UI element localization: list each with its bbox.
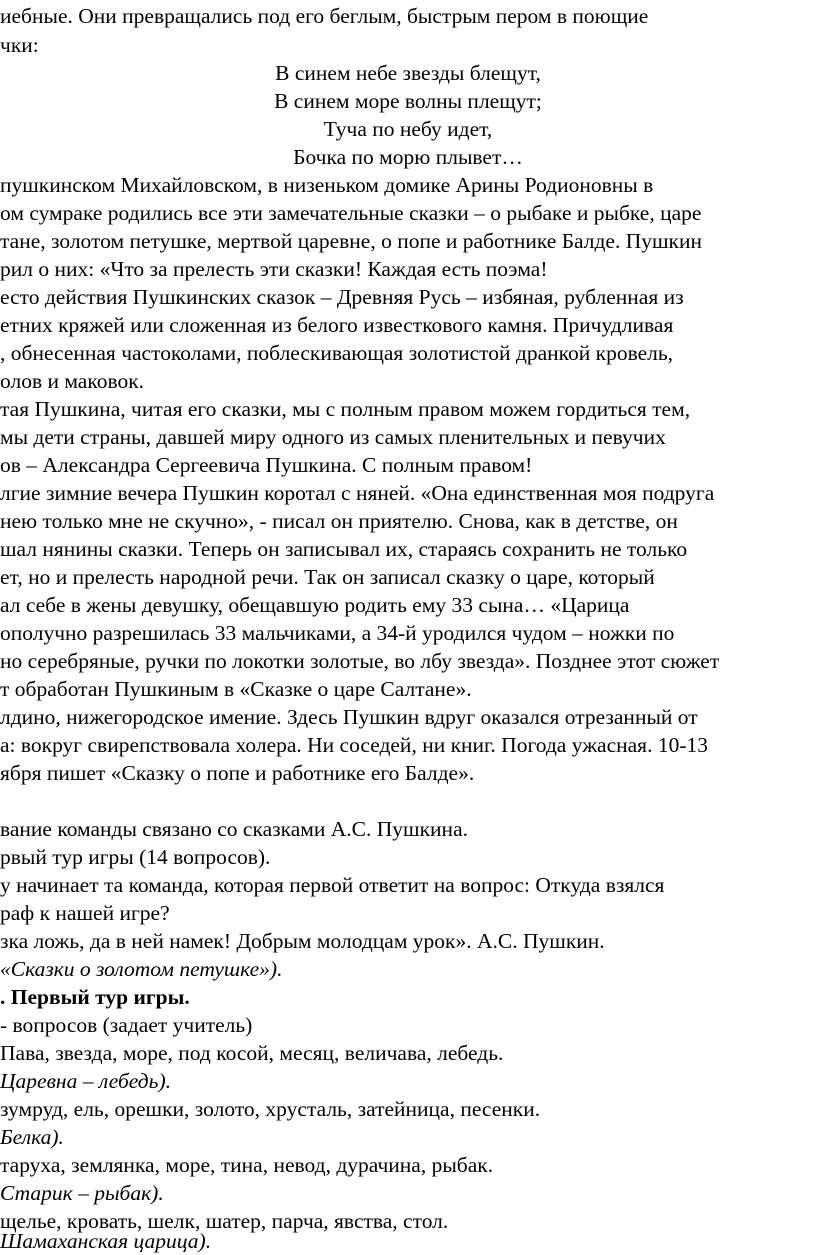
text-line-36: - вопросов (задает учитель)	[0, 1013, 253, 1037]
text-line-18: лгие зимние вечера Пушкин коротал с няней. «Она единственная моя подруга	[0, 481, 715, 505]
text-line-30: рвый тур игры (14 вопросов).	[0, 845, 271, 869]
text-line-28: ября пишет «Сказку о попе и работнике его Балде».	[0, 761, 475, 785]
question-1: Пава, звезда, море, под косой, месяц, величава, лебедь.	[0, 1041, 504, 1065]
text-line-31: у начинает та команда, которая первой ответит на вопрос: Откуда взялся	[0, 873, 665, 897]
answer-3: Старик – рыбак).	[0, 1181, 164, 1205]
text-line-17: ов – Александра Сергеевича Пушкина. С полным правом!	[0, 453, 533, 477]
text-line-33: зка ложь, да в ней намек! Добрым молодцам урок». А.С. Пушкин.	[0, 929, 605, 953]
text-line-11: есто действия Пушкинских сказок – Древняя Русь – избяная, рубленная из	[0, 285, 684, 309]
text-line-21: ет, но и прелесть народной речи. Так он записал сказку о царе, который	[0, 565, 655, 589]
text-line-29: вание команды связано со сказками А.С. Пушкина.	[0, 817, 468, 841]
text-line-32: раф к нашей игре?	[0, 901, 170, 925]
poem-line-1: В синем небе звезды блещут,	[275, 61, 541, 85]
text-line-2: чки:	[0, 33, 39, 57]
text-line-27: а: вокруг свирепствовала холера. Ни соседей, ни книг. Погода ужасная. 10-13	[0, 733, 708, 757]
section-heading: . Первый тур игры.	[0, 985, 190, 1009]
text-line-19: нею только мне не скучно», - писал он приятелю. Снова, как в детстве, он	[0, 509, 678, 533]
question-4: щелье, кровать, шелк, шатер, парча, явства, стол.	[0, 1209, 449, 1233]
text-line-8: ом сумраке родились все эти замечательные сказки – о рыбаке и рыбке, царе	[0, 201, 702, 225]
text-line-23: ополучно разрешилась 33 мальчиками, а 34-й уродился чудом – ножки по	[0, 621, 675, 645]
answer-1: Царевна – лебедь).	[0, 1069, 172, 1093]
text-line-34: «Сказки о золотом петушке»).	[0, 957, 283, 981]
poem-line-2: В синем море волны плещут;	[274, 89, 542, 113]
text-line-22: ал себе в жены девушку, обещавшую родить ему 33 сына… «Царица	[0, 593, 630, 617]
text-line-25: т обработан Пушкиным в «Сказке о царе Салтане».	[0, 677, 472, 701]
text-line-10: рил о них: «Что за прелесть эти сказки! Каждая есть поэма!	[0, 257, 548, 281]
question-3: таруха, землянка, море, тина, невод, дурачина, рыбак.	[0, 1153, 494, 1177]
text-line-13: , обнесенная частоколами, поблескивающая золотистой дранкой кровель,	[0, 341, 674, 365]
text-line-24: но серебряные, ручки по локотки золотые, во лбу звезда». Позднее этот сюжет	[0, 649, 720, 673]
text-line-20: шал нянины сказки. Теперь он записывал их, стараясь сохранить не только	[0, 537, 688, 561]
poem-line-3: Туча по небу идет,	[323, 117, 493, 141]
text-line-16: мы дети страны, давшей миру одного из самых пленительных и певучих	[0, 425, 666, 449]
answer-4: Шамаханская царица).	[0, 1229, 212, 1253]
answer-2: Белка).	[0, 1125, 64, 1149]
text-line-7: пушкинском Михайловском, в низеньком домике Арины Родионовны в	[0, 173, 654, 197]
text-line-12: етних кряжей или сложенная из белого известкового камня. Причудливая	[0, 313, 674, 337]
text-line-9: тане, золотом петушке, мертвой царевне, о попе и работнике Балде. Пушкин	[0, 229, 703, 253]
text-line-15: тая Пушкина, читая его сказки, мы с полным правом можем гордиться тем,	[0, 397, 691, 421]
text-line-14: олов и маковок.	[0, 369, 145, 393]
poem-line-4: Бочка по морю плывет…	[293, 145, 523, 169]
text-line-1: иебные. Они превращались под его беглым, быстрым пером в поющие	[0, 4, 649, 28]
text-line-26: лдино, нижегородское имение. Здесь Пушкин вдруг оказался отрезанный от	[0, 705, 698, 729]
question-2: зумруд, ель, орешки, золото, хрусталь, затейница, песенки.	[0, 1097, 541, 1121]
